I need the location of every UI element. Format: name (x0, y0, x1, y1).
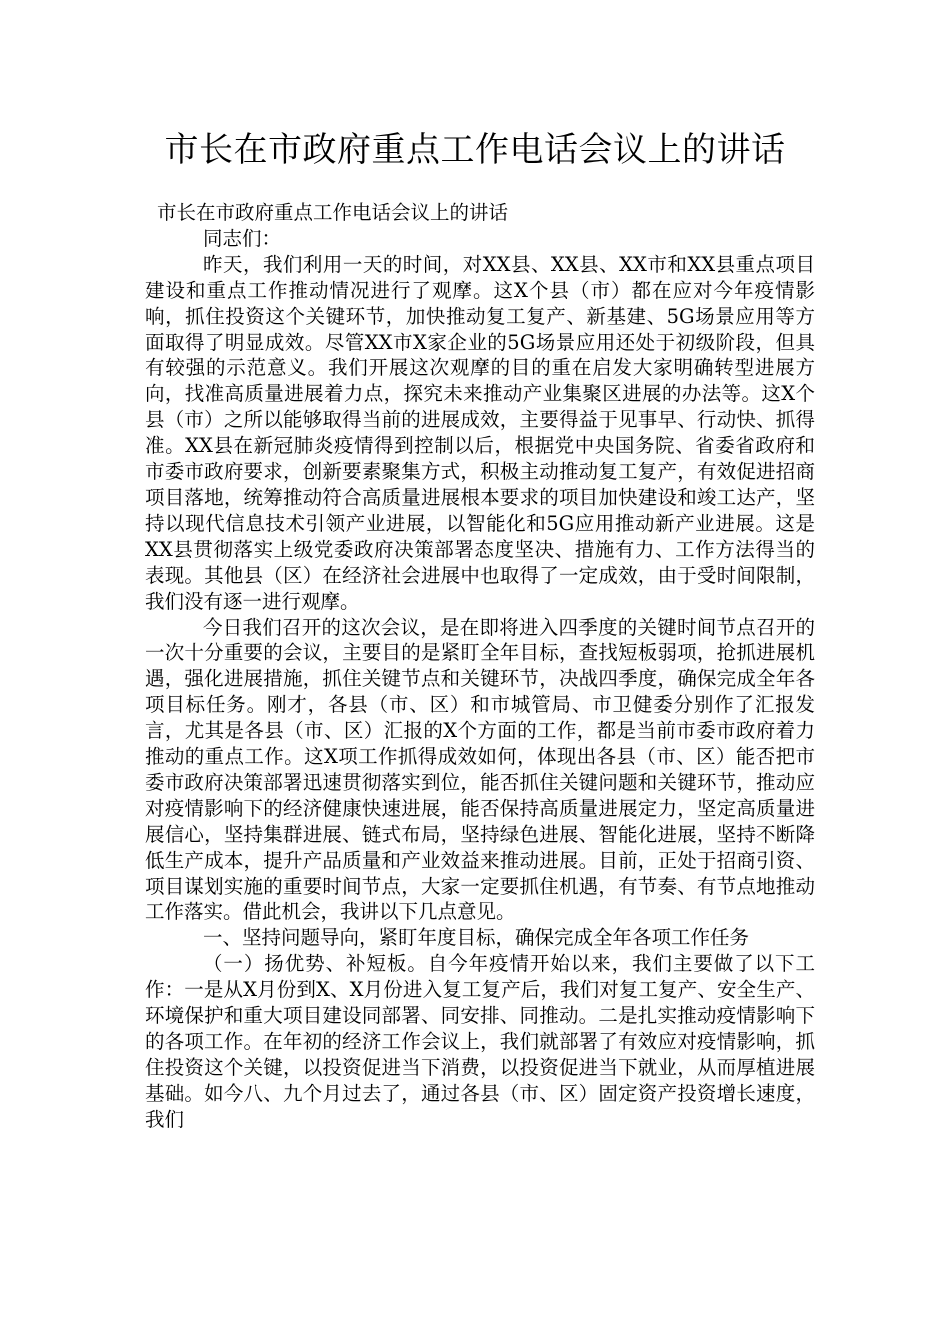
paragraph: 昨天，我们利用一天的时间，对XX县、XX县、XX市和XX县重点项目建设和重点工作推动情况进行了观摩。这X个县（市）都在应对今年疫情影响，抓住投资这个关键环节，加快推动复工复产、新基建、5G场景应用等方面取得了明显成效。尽管XX市X家企业的5G场景应用还处于初级阶段，但具有较强的示范意义。我们开展这次观摩的目的重在启发大家明确转型进展方向，找准高质量进展着力点，探究未来推动产业集聚区进展的办法等。这X个县（市）之所以能够取得当前的进展成效，主要得益于见事早、行动快、抓得准。XX县在新冠肺炎疫情得到控制以后，根据党中央国务院、省委省政府和市委市政府要求，创新要素聚集方式，积极主动推动复工复产，有效促进招商项目落地，统筹推动符合高质量进展根本要求的项目加快建设和竣工达产，坚持以现代信息技术引领产业进展，以智能化和5G应用推动新产业进展。这是XX县贯彻落实上级党委政府决策部署态度坚决、措施有力、工作方法得当的表现。其他县（区）在经济社会进展中也取得了一定成效，由于受时间限制，我们没有逐一进行观摩。 (145, 252, 815, 613)
document-title: 市长在市政府重点工作电话会议上的讲话 (164, 130, 786, 170)
section-heading: 一、坚持问题导向，紧盯年度目标，确保完成全年各项工作任务 (203, 926, 750, 950)
paragraph: 今日我们召开的这次会议，是在即将进入四季度的关键时间节点召开的一次十分重要的会议，主要目的是紧盯全年目标，查找短板弱项，抢抓进展机遇，强化进展措施，抓住关键节点和关键环节，决战四季度，确保完成全年各项目标任务。刚才，各县（市、区）和市城管局、市卫健委分别作了汇报发言，尤其是各县（市、区）汇报的X个方面的工作，都是当前市委市政府着力推动的重点工作。这X项工作抓得成效如何，体现出各县（市、区）能否把市委市政府决策部署迅速贯彻落实到位，能否抓住关键问题和关键环节，推动应对疫情影响下的经济健康快速进展，能否保持高质量进展定力，坚定高质量进展信心，坚持集群进展、链式布局，坚持绿色进展、智能化进展，坚持不断降低生产成本，提升产品质量和产业效益来推动进展。目前，正处于招商引资、项目谋划实施的重要时间节点，大家一定要抓住机遇，有节奏、有节点地推动工作落实。借此机会，我讲以下几点意见。 (145, 615, 815, 924)
paragraph: （一）扬优势、补短板。自今年疫情开始以来，我们主要做了以下工作：一是从X月份到X、X月份进入复工复产后，我们对复工复产、安全生产、环境保护和重大项目建设同部署、同安排、同推动。二是扎实推动疫情影响下的各项工作。在年初的经济工作会议上，我们就部署了有效应对疫情影响，抓住投资这个关键，以投资促进当下消费，以投资促进当下就业，从而厚植进展基础。如今八、九个月过去了，通过各县（市、区）固定资产投资增长速度，我们 (145, 952, 815, 1131)
document-body (145, 200, 815, 1133)
document-subtitle: 市长在市政府重点工作电话会议上的讲话 (157, 201, 509, 224)
greeting: 同志们： (203, 226, 282, 250)
